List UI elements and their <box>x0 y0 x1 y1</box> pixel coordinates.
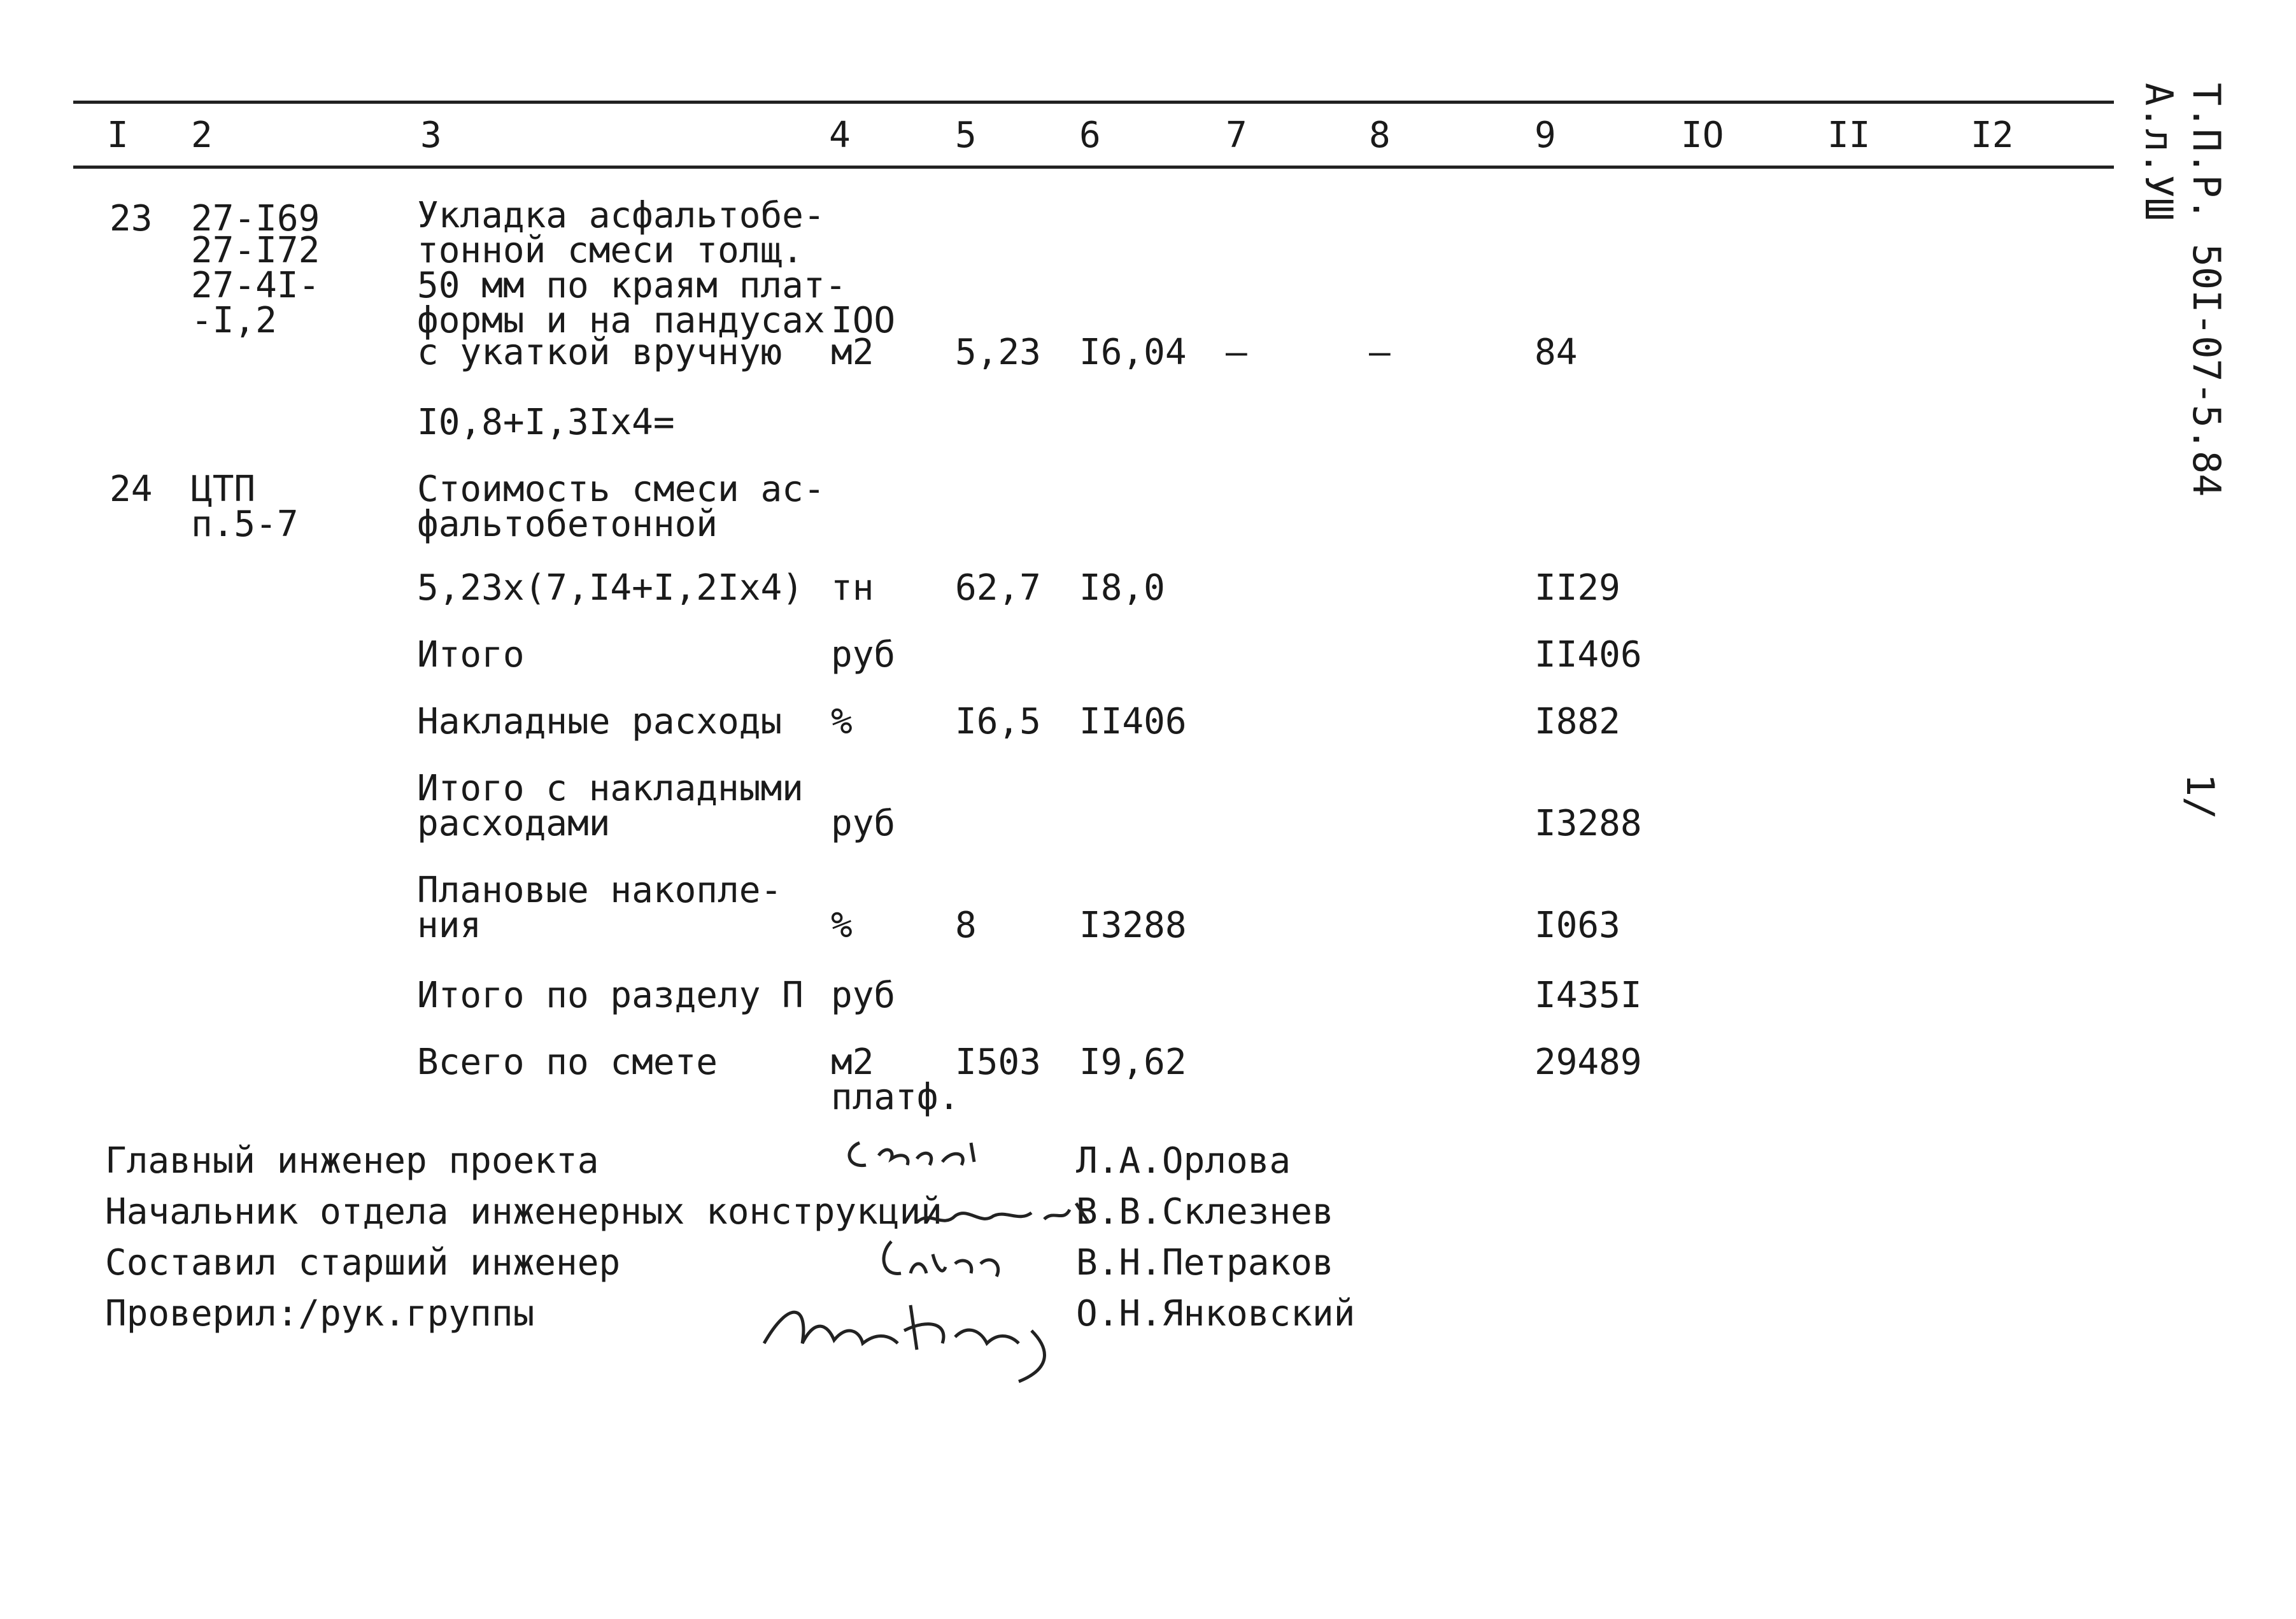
row-description-line: тонной смеси толщ. <box>417 230 804 271</box>
row-unit-line: руб <box>831 634 896 675</box>
row-description-line: Плановые накопле- <box>417 870 783 911</box>
row-code-line: ЦТП <box>191 469 256 510</box>
row-code-line: 27-I72 <box>191 230 320 271</box>
row-code-line: 27-4I- <box>191 265 320 306</box>
row-unit-line: м2 <box>831 332 874 373</box>
handwritten-signature <box>751 1280 1082 1388</box>
handwritten-signature <box>840 1130 1044 1187</box>
row-col5: 5,23 <box>955 332 1041 373</box>
row-col5: 8 <box>955 905 977 946</box>
row-col9: 29489 <box>1534 1042 1642 1083</box>
signature-name: В.В.Склезнев <box>1076 1191 1334 1233</box>
signature-name: О.Н.Янковский <box>1076 1293 1356 1334</box>
row-unit-line: IOO <box>831 300 896 341</box>
row-col9: II29 <box>1534 567 1620 609</box>
signature-role: Проверил:/рук.группы <box>105 1293 535 1334</box>
row-col5: 62,7 <box>955 567 1041 609</box>
row-description-line: формы и на пандусах <box>417 300 825 341</box>
row-code-line: -I,2 <box>191 300 277 341</box>
col-header-6: 6 <box>1079 115 1101 156</box>
row-col8: – <box>1369 332 1391 373</box>
signature-role: Составил старший инженер <box>105 1242 621 1283</box>
row-description-line: Итого по разделу П <box>417 975 804 1016</box>
col-header-5: 5 <box>955 115 977 156</box>
header-bottom-rule <box>73 166 2114 169</box>
sheet-stamp: А.л.УШ <box>2136 83 2181 221</box>
row-unit-line: руб <box>831 975 896 1016</box>
document-code-stamp: Т.П.Р. 50I-07-5.84 <box>2184 83 2229 497</box>
col-header-9: 9 <box>1534 115 1556 156</box>
row-number: 24 <box>110 469 153 510</box>
col-header-4: 4 <box>829 115 851 156</box>
row-col6: I3288 <box>1079 905 1187 946</box>
row-description-line: с укаткой вручную <box>417 332 783 373</box>
signature-name: Л.А.Орлова <box>1076 1140 1291 1182</box>
row-col5: I503 <box>955 1042 1041 1083</box>
row-unit-line: тн <box>831 567 874 609</box>
row-col9: II406 <box>1534 634 1642 675</box>
header-top-rule <box>73 101 2114 104</box>
signature-role: Главный инженер проекта <box>105 1140 599 1182</box>
col-header-7: 7 <box>1226 115 1247 156</box>
col-header-8: 8 <box>1369 115 1391 156</box>
row-description-line: Укладка асфальтобе- <box>417 195 825 236</box>
row-unit-line: % <box>831 905 853 946</box>
signature-role: Начальник отдела инженерных конструкций <box>105 1191 942 1233</box>
row-col7: – <box>1226 332 1247 373</box>
row-col5: I6,5 <box>955 701 1041 742</box>
row-col9: I882 <box>1534 701 1620 742</box>
col-header-10: IO <box>1681 115 1724 156</box>
row-description-line: фальтобетонной <box>417 504 718 545</box>
row-col9: 84 <box>1534 332 1578 373</box>
row-unit-line: м2 <box>831 1042 874 1083</box>
col-header-2: 2 <box>191 115 213 156</box>
row-col6: I9,62 <box>1079 1042 1187 1083</box>
row-col9: I435I <box>1534 975 1642 1016</box>
row-unit-line: % <box>831 701 853 742</box>
col-header-12: I2 <box>1971 115 2014 156</box>
row-description-line: Итого с накладными <box>417 768 804 809</box>
page-mark: 1/ <box>2178 774 2222 820</box>
row-description-line: Итого <box>417 634 525 675</box>
row-description-line: Накладные расходы <box>417 701 783 742</box>
row-description-line: Всего по смете <box>417 1042 718 1083</box>
row-col9: I063 <box>1534 905 1620 946</box>
row-number: 23 <box>110 198 153 239</box>
row-description-line: расходами <box>417 803 611 844</box>
col-header-3: 3 <box>420 115 442 156</box>
row-description-line: I0,8+I,3Iх4= <box>417 402 675 443</box>
row-col6: I8,0 <box>1079 567 1165 609</box>
row-description-line: 50 мм по краям плат- <box>417 265 847 306</box>
row-unit-line: руб <box>831 803 896 844</box>
col-header-1: I <box>107 115 129 156</box>
row-code-line: 27-I69 <box>191 198 320 239</box>
row-col6: II406 <box>1079 701 1187 742</box>
row-description-line: ния <box>417 905 482 946</box>
row-col9: I3288 <box>1534 803 1642 844</box>
col-header-11: II <box>1827 115 1871 156</box>
row-code-line: п.5-7 <box>191 504 299 545</box>
row-col6: I6,04 <box>1079 332 1187 373</box>
row-description-line: Стоимость смеси ас- <box>417 469 825 510</box>
row-unit-line: платф. <box>831 1077 960 1118</box>
row-description-line: 5,23х(7,I4+I,2Iх4) <box>417 567 804 609</box>
signature-name: В.Н.Петраков <box>1076 1242 1334 1283</box>
